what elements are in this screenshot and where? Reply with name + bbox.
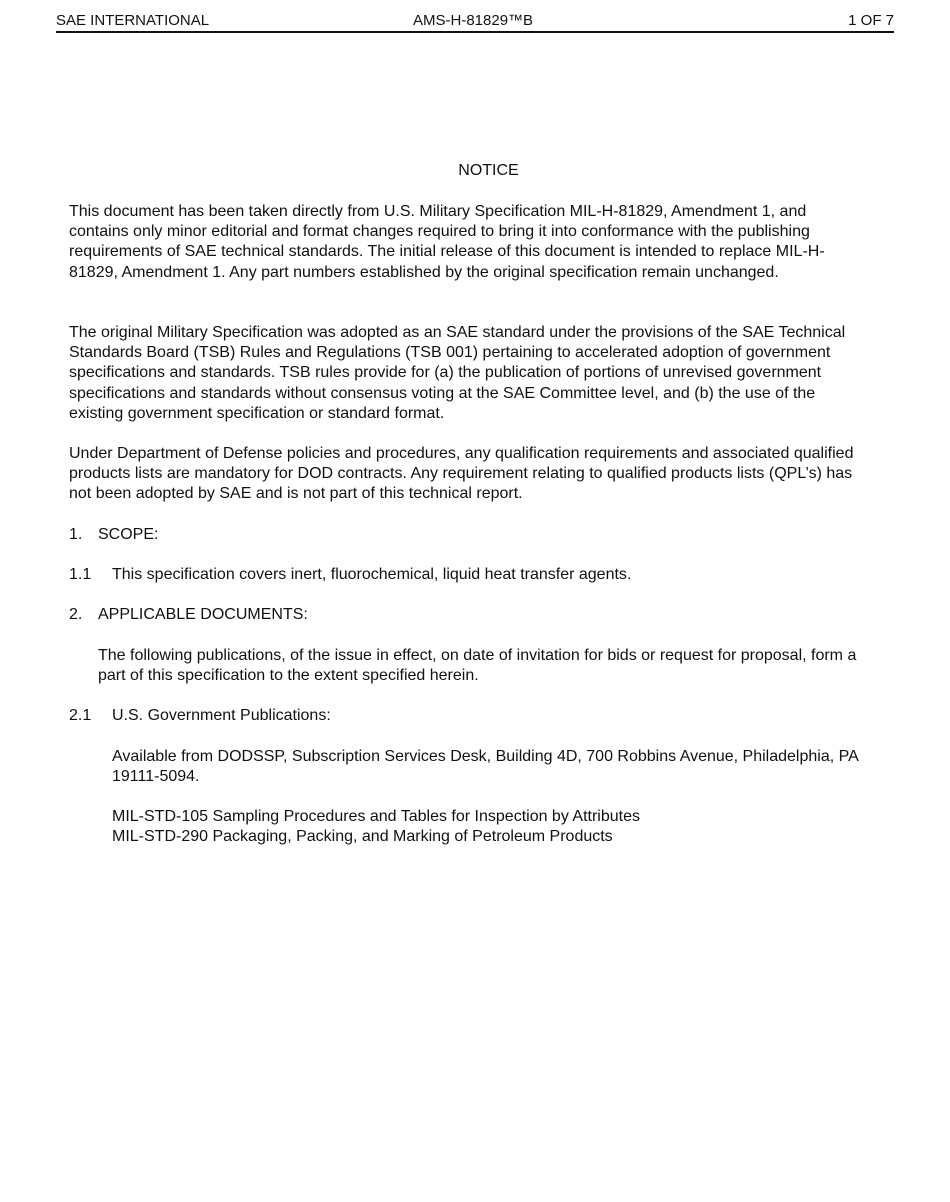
section-1-heading — [69, 525, 158, 545]
section-2-text: The following publications, of the issue in effect, on date of invitation for bids or request for proposal, form a part of this specification to the extent specified herein. — [98, 647, 857, 685]
section-number: 1. — [69, 526, 83, 543]
reference-list — [112, 807, 640, 847]
notice-title: NOTICE — [458, 162, 519, 179]
section-2-heading — [69, 605, 308, 625]
section-2-1-heading — [69, 706, 331, 726]
header-document-number: AMS-H-81829™B — [413, 12, 534, 29]
notice-paragraph-1: This document has been taken directly from U.S. Military Specification MIL-H-81829, Amendment 1, and contains only minor editorial and format changes required to bring it into conformance with the publishing requirements of SAE technical standards. The initial release of this document is intended to replace MIL-H-81829, Amendment 1. Any part numbers established by the original specification remain unchanged. — [69, 203, 825, 281]
section-number: 2.1 — [69, 707, 92, 724]
reference-item: MIL-STD-105 Sampling Procedures and Tables for Inspection by Attributes — [112, 808, 640, 825]
section-title: U.S. Government Publications: — [112, 707, 331, 724]
header-organization: SAE INTERNATIONAL — [56, 12, 210, 29]
header-page-number: 1 OF 7 — [848, 12, 894, 29]
notice-paragraph-2: The original Military Specification was adopted as an SAE standard under the provisions of the SAE Technical Standards Board (TSB) Rules and Regulations (TSB 001) pertaining to accelerated adoption of government specifications and standards. TSB rules provide for (a) the publication of portions of unrevised government specifications and standards without consensus voting at the SAE Committee level, and (b) the use of the existing government specification or standard format. — [69, 324, 846, 422]
section-number: 1.1 — [69, 566, 92, 583]
page-header — [56, 11, 894, 33]
availability-text: Available from DODSSP, Subscription Services Desk, Building 4D, 700 Robbins Avenue, Philadelphia, PA 19111-5094. — [112, 748, 858, 786]
section-title: APPLICABLE DOCUMENTS: — [98, 606, 308, 623]
section-title: SCOPE: — [98, 526, 159, 543]
section-text: This specification covers inert, fluorochemical, liquid heat transfer agents. — [112, 566, 632, 583]
notice-paragraph-3: Under Department of Defense policies and procedures, any qualification requirements and associated qualified products lists are mandatory for DOD contracts. Any requirement relating to qualified products lists (QPL’s) has not been adopted by SAE and is not part of this technical report. — [69, 445, 854, 503]
section-1-1 — [69, 565, 631, 585]
section-number: 2. — [69, 606, 83, 623]
reference-item: MIL-STD-290 Packaging, Packing, and Marking of Petroleum Products — [112, 828, 613, 846]
